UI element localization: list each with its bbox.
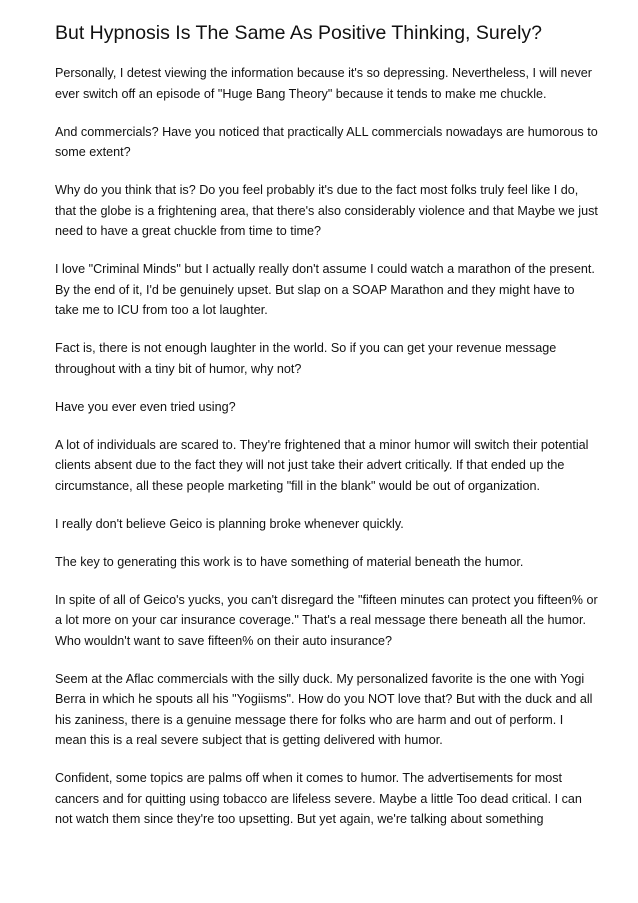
paragraph: Have you ever even tried using? [55,399,236,414]
paragraph: Why do you think that is? Do you feel probably it's due to the fact most folks truly feel like I do, that the globe is a frightening area, that there's also considerably violence and that Maybe we just need to have a great chuckle from time to time? [55,183,598,238]
paragraph: In spite of all of Geico's yucks, you can't disregard the "fifteen minutes can protect you fifteen% or a lot more on your car insurance coverage." That's a real message there beneath all the humor. Who wouldn't want to save fifteen% on their auto insurance? [55,592,598,648]
paragraph: A lot of individuals are scared to. They're frightened that a minor humor will switch their potential clients absent due to the fact they will not just take their advert critically. If that ended up the circumstance, all these people marketing "fill in the blank" would be out of organization. [55,437,589,493]
paragraph: The key to generating this work is to have something of material beneath the humor. [55,554,524,569]
paragraph: Personally, I detest viewing the information because it's so depressing. Nevertheless, I will never ever switch off an episode of "Huge Bang Theory" because it tends to make me chuckle. [55,66,592,101]
paragraph: Seem at the Aflac commercials with the silly duck. My personalized favorite is the one with Yogi Berra in which he spouts all his "Yogiisms". How do you NOT love that? But with the duck and all his zaniness, there is a genuine message there for folks who are harm and out of perform. I mean this is a real severe subject that is getting delivered with humor. [55,671,593,747]
document-title: But Hypnosis Is The Same As Positive Thinking, Surely? [55,22,543,44]
paragraph: I really don't believe Geico is planning broke whenever quickly. [55,516,404,531]
paragraph: Fact is, there is not enough laughter in the world. So if you can get your revenue message throughout with a tiny bit of humor, why not? [55,341,557,376]
paragraph: And commercials? Have you noticed that practically ALL commercials nowadays are humorous to some extent? [55,124,598,159]
paragraph: Confident, some topics are palms off when it comes to humor. The advertisements for most cancers and for quitting using tobacco are lifeless severe. Maybe a little Too dead critical. I can not watch them since they're too upsetting. But yet again, we're talking about something [55,771,582,826]
paragraph: I love "Criminal Minds" but I actually really don't assume I could watch a marathon of the present. By the end of it, I'd be genuinely upset. But slap on a SOAP Marathon and they might have to take me to ICU from too a lot laughter. [55,262,595,317]
